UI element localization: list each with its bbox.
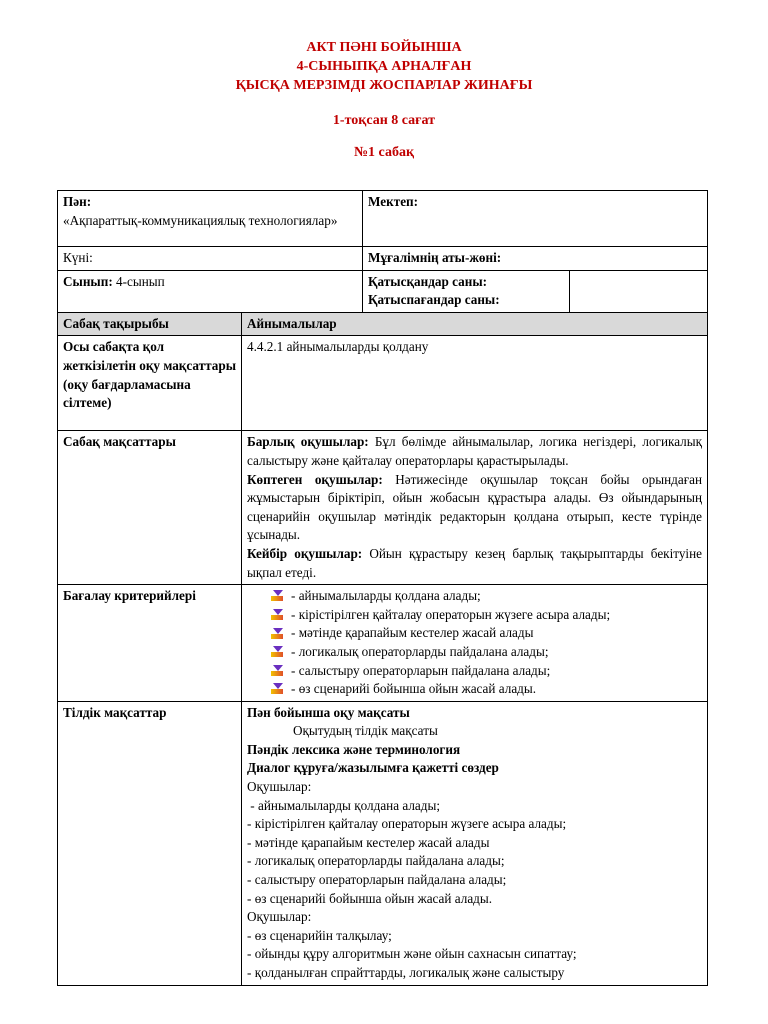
lang-students-1: Оқушылар: xyxy=(247,779,312,795)
table-row xyxy=(58,312,708,336)
table-row xyxy=(58,191,708,247)
subject-cell xyxy=(58,191,363,247)
list-item: - кірістірілген қайталау операторын жүзеге асыра алады; xyxy=(247,606,702,625)
list-item: - логикалық операторларды пайдалана алады; xyxy=(247,643,702,662)
list-item: - салыстыру операторларын пайдалана алады; xyxy=(247,662,702,681)
list-item: - өз сценарийі бойынша ойын жасай алады. xyxy=(247,680,702,699)
topic-value: Айнымалылар xyxy=(242,312,708,336)
absent-label: Қатыспағандар саны: xyxy=(368,292,500,308)
criteria-label: Бағалау критерийлері xyxy=(58,585,242,702)
attendance-value-cell xyxy=(570,270,708,312)
subject-value: «Ақпараттық-коммуникациялық технологиялар» xyxy=(63,212,338,228)
list-item: - қолданылған спрайттарды, логикалық және салыстыру xyxy=(247,965,565,980)
subject-label: Пән: xyxy=(63,194,92,209)
bullet-icon xyxy=(271,646,285,658)
class-cell xyxy=(58,270,363,312)
lang-heading-2: Оқытудың тілдік мақсаты xyxy=(293,723,438,739)
bullet-icon xyxy=(271,628,285,640)
school-label: Мектеп: xyxy=(363,191,708,247)
lesson-number: №1 сабақ xyxy=(353,145,415,160)
title-line-2: 4-СЫНЫПҚА АРНАЛҒАН xyxy=(296,59,472,74)
list-item: - өз сценарийі бойынша ойын жасай алады. xyxy=(247,890,493,906)
goals-many-text: Нәтижесінде оқушылар тоқсан бойы орындаған жұмыстарын біріктіріп, ойын жобасын құрастыра алады. Өз ойындарының сценарийін оқушылар мәтіндік редакторын қолдана отырып, кесте түрінде ұсынады. xyxy=(247,471,703,543)
list-item: - мәтінде қарапайым кестелер жасай алады xyxy=(247,624,702,643)
goals-cell xyxy=(242,431,708,585)
criteria-cell xyxy=(242,585,708,702)
quarter-label: 1-тоқсан 8 сағат xyxy=(332,113,436,128)
list-item: - мәтінде қарапайым кестелер жасай алады xyxy=(247,834,490,850)
title-line-1: АКТ ПӘНІ БОЙЫНША xyxy=(306,40,462,55)
present-label: Қатысқандар саны: xyxy=(368,273,488,289)
topic-label: Сабақ тақырыбы xyxy=(58,312,242,336)
title-line-3: ҚЫСҚА МЕРЗІМДІ ЖОСПАРЛАР ЖИНАҒЫ xyxy=(235,78,533,93)
table-row xyxy=(58,336,708,431)
list-item: - өз сценарийін талқылау; xyxy=(247,927,392,943)
table-row xyxy=(58,431,708,585)
list-item: - логикалық операторларды пайдалана алады; xyxy=(247,853,505,869)
lang-students-2: Оқушылар: xyxy=(247,909,312,925)
list-item: - салыстыру операторларын пайдалана алады; xyxy=(247,872,507,888)
class-label: Сынып: xyxy=(63,273,113,289)
lesson-plan-table xyxy=(57,190,708,986)
lang-heading-1: Пән бойынша оқу мақсаты xyxy=(247,704,410,720)
objectives-label: Осы сабақта қол жеткізілетін оқу мақсаттары (оқу бағдарламасына сілтеме) xyxy=(58,336,242,431)
list-item: - айнымалыларды қолдана алады; xyxy=(247,587,702,606)
goals-all-text: Бұл бөлімде айнымалылар, логика негіздері, логикалық салыстыру және қайталау операторлары қарастырылады. xyxy=(247,434,703,468)
class-value: 4-сынып xyxy=(116,273,165,289)
goals-many-label: Көптеген оқушылар: xyxy=(247,471,383,487)
table-row xyxy=(58,701,708,985)
list-item: - кірістірілген қайталау операторын жүзеге асыра алады; xyxy=(247,816,567,832)
list-item: - айнымалыларды қолдана алады; xyxy=(247,797,441,813)
goals-many xyxy=(247,471,702,545)
goals-all xyxy=(247,433,702,470)
bullet-icon xyxy=(271,609,285,621)
goals-some-label: Кейбір оқушылар: xyxy=(247,545,363,561)
teacher-label: Мұғалімнің аты-жөні: xyxy=(363,247,708,271)
table-row xyxy=(58,270,708,312)
table-row xyxy=(58,247,708,271)
bullet-icon xyxy=(271,590,285,602)
date-label: Күні: xyxy=(58,247,363,271)
goals-label: Сабақ мақсаттары xyxy=(58,431,242,585)
goals-some xyxy=(247,545,702,582)
lang-heading-3: Пәндік лексика және терминология xyxy=(247,741,461,757)
lang-cell xyxy=(242,701,708,985)
document-title-block xyxy=(0,38,768,162)
list-item: - ойынды құру алгоритмын және ойын сахнасын сипаттау; xyxy=(247,946,577,962)
goals-some-text: Ойын құрастыру кезең барлық тақырыптарды бекітуіне ықпал етеді. xyxy=(247,545,703,580)
table-row xyxy=(58,585,708,702)
bullet-icon xyxy=(271,683,285,695)
lang-heading-4: Диалог құруға/жазылымға қажетті сөздер xyxy=(247,760,499,776)
attendance-cell xyxy=(363,270,570,312)
bullet-icon xyxy=(271,665,285,677)
objectives-value: 4.4.2.1 айнымалыларды қолдану xyxy=(242,336,708,431)
lang-label: Тілдік мақсаттар xyxy=(58,701,242,985)
goals-all-label: Барлық оқушылар: xyxy=(247,434,369,450)
